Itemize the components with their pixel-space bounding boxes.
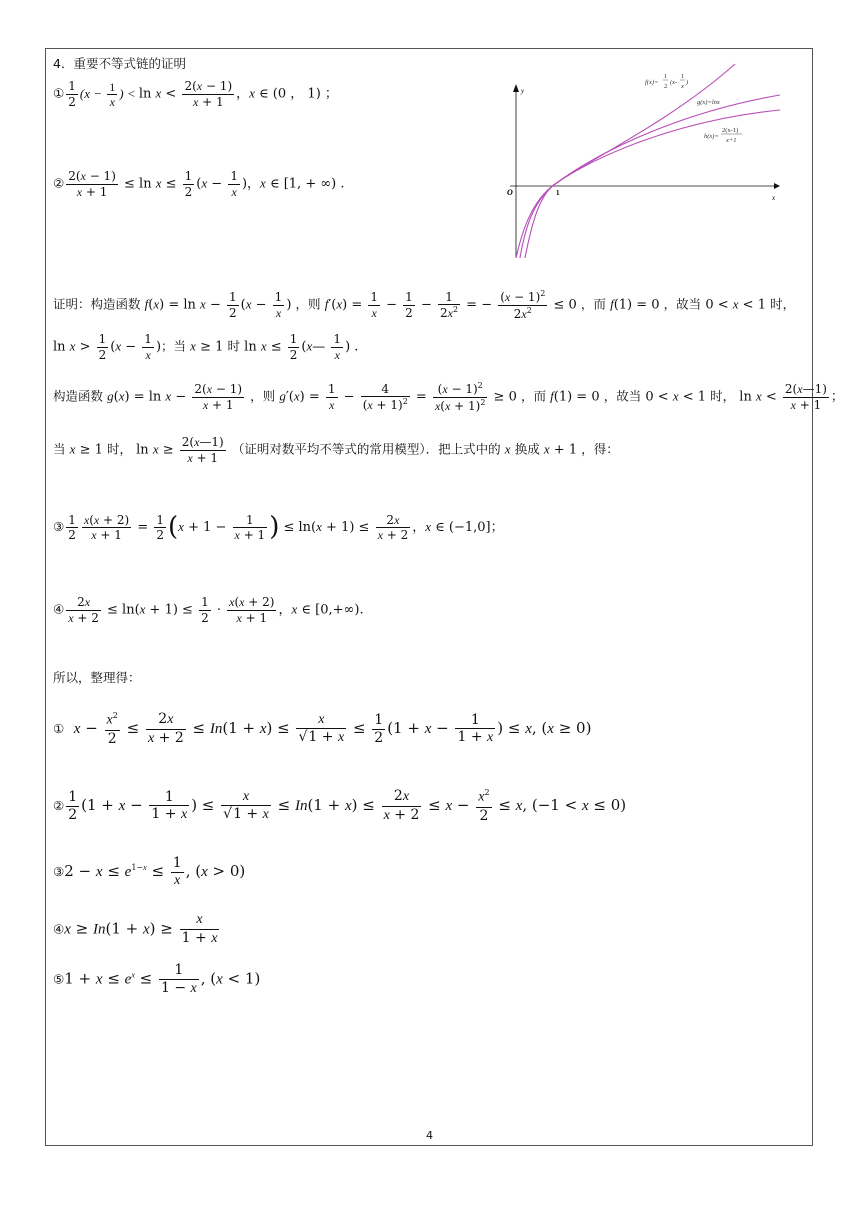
summary-inequality-1: ① x − $\frac{x^2}{2}$ ≤ $\frac{2x}{x + 2}$ ≤ In(1 + x) ≤ $\frac{x}{√1 + x}$ ≤ $\frac{1}{2}$ (1 + x − $\frac{1}{1 + x}$ ) ≤ x, (x ≥ 0) bbox=[53, 711, 592, 747]
y-axis-arrow bbox=[513, 84, 519, 92]
function-graph bbox=[500, 62, 790, 258]
summary-inequality-2: ② $\frac{1}{2}$ (1 + x − $\frac{1}{1 + x}$ ) ≤ $\frac{x}{√1 + x}$ ≤ In(1 + x) ≤ $\frac{2x}{x + 2}$ ≤ x − $\frac{x^2}{2}$ ≤ x, (−1 < x ≤ 0) bbox=[53, 788, 627, 824]
inequality-2: ② $\frac{2(x - 1)}{x + 1}$ ≤ ln x ≤ $\frac{1}{2}$ (x − $\frac{1}{x}$ )，x ∈ [1, + ∞) . bbox=[53, 169, 345, 199]
summary-inequality-4: ④x ≥ In(1 + x) ≥ $\frac{x}{1 + x}$ bbox=[53, 912, 218, 946]
y-axis-label: y bbox=[521, 87, 525, 95]
circled-number: ② bbox=[53, 175, 65, 191]
inequality-1: ① $\frac{1}{2}$ (x − $\frac{1}{x}$ ) < ln x < $\frac{2(x - 1)}{x + 1}$ ，x ∈ (0 ， 1) ； bbox=[53, 79, 338, 110]
curve-f bbox=[525, 64, 735, 258]
proof-line-1: 证明：构造函数 f(x) = ln x − $\frac{1}{2}$ (x − $\frac{1}{x}$ ) ，则 f′(x) = $\frac{1}{x}$ − $\frac{1}{2}$ − $\frac{1}{2x^2}$ = − $\frac{(x - 1)^2}{2x^2}$ ≤ 0 ，而 f(1) = 0 ，故当 0 < x < 1 时， bbox=[53, 289, 796, 321]
proof-line-3: 构造函数 g(x) = ln x − $\frac{2(x - 1)}{x + 1}$ ，则 g′(x) = $\frac{1}{x}$ − $\frac{4}{(x + 1)^2}$ = $\frac{(x - 1)^2}{x(x + 1)^2}$ ≥ 0 ，而 f(1) = 0 ，故当 0 < x < 1 时， ln x < $\frac{2(x—1)}{x + 1}$ ； bbox=[53, 381, 844, 413]
circled-number: ① bbox=[53, 85, 65, 101]
page-number: 4 bbox=[426, 1129, 433, 1142]
x-axis-arrow bbox=[774, 183, 780, 189]
curve-g bbox=[520, 95, 780, 258]
svg-text:1: 1 bbox=[681, 73, 685, 80]
summary-label: 所以，整理得： bbox=[53, 670, 141, 685]
x-axis-label: x bbox=[772, 194, 776, 202]
inequality-4: ④ $\frac{2x}{x + 2}$ ≤ ln(x + 1) ≤ $\frac{1}{2}$ · $\frac{x(x + 2)}{x + 1}$ ，x ∈ [0,+∞). bbox=[53, 595, 364, 625]
svg-text:2: 2 bbox=[664, 83, 668, 90]
svg-text:): ) bbox=[686, 79, 689, 86]
svg-text:(x-: (x- bbox=[670, 79, 678, 86]
summary-inequality-3: ③2 − $x \le e^{1-x}$ ≤ $\frac{1}{x}$ , (x > 0) bbox=[53, 855, 246, 888]
inequality-3: ③ $\frac{1}{2}$ $\frac{x(x + 2)}{x + 1}$ = $\frac{1}{2}$ (x + 1 − $\frac{1}{x + 1}$ ) ≤ ln(x + 1) ≤ $\frac{2x}{x + 2}$ ，x ∈ (−1,0]； bbox=[53, 512, 504, 543]
summary-inequality-5: ⑤1 + $x \le e^x$ ≤ $\frac{1}{1 - x}$ , (x < 1) bbox=[53, 962, 261, 996]
f-label-frac: 1 bbox=[664, 73, 668, 80]
curve-h bbox=[516, 110, 780, 258]
f-label: f(x)= bbox=[645, 79, 659, 86]
section-heading: 4．重要不等式链的证明 bbox=[53, 56, 186, 71]
svg-text:x: x bbox=[681, 83, 684, 90]
g-label: g(x)=lnx bbox=[697, 99, 720, 106]
h-label: h(x)= bbox=[704, 133, 719, 140]
proof-line-4: 当 x ≥ 1 时， ln x ≥ $\frac{2(x—1)}{x + 1}$ （证明对数平均不等式的常用模型）．把上式中的 x 换成 x + 1 ，得： bbox=[53, 435, 619, 465]
tick-label-1: 1 bbox=[556, 189, 560, 197]
h-label-den: x+1 bbox=[726, 137, 737, 144]
proof-line-2: ln x > $\frac{1}{2}$ (x − $\frac{1}{x}$ )；当 x ≥ 1 时 ln x ≤ $\frac{1}{2}$ (x— $\frac{1}{x}$ ) . bbox=[53, 332, 359, 362]
h-label-num: 2(x-1) bbox=[722, 127, 739, 134]
origin-label: O bbox=[507, 188, 513, 197]
